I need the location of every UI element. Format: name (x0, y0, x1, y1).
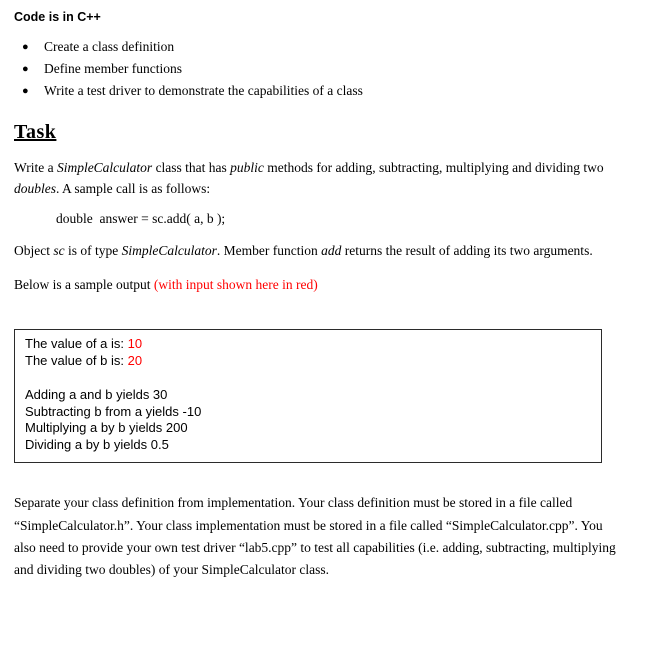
output-line: Multiplying a by b yields 200 (25, 420, 188, 436)
bullet-icon: ● (22, 85, 29, 98)
intro-paragraph: Write a SimpleCalculator class that has public methods for adding, subtracting, multiplying and dividing two doubles. A sample call is as follows: (14, 159, 604, 197)
object-description-paragraph: Object sc is of type SimpleCalculator. Member function add returns the result of adding its two arguments. (14, 242, 593, 258)
output-line: Adding a and b yields 30 (25, 386, 168, 402)
sample-output-intro-paragraph: Below is a sample output (with input shown here in red) (14, 277, 318, 293)
code-sample-line: double answer = sc.add( a, b ); (56, 210, 226, 226)
bullet-list (22, 38, 625, 101)
sample-output-box (14, 329, 602, 463)
output-line: Subtracting b from a yields -10 (25, 403, 202, 419)
list-item (22, 38, 625, 56)
output-line: The value of b is: 20 (25, 352, 143, 368)
list-item-text: Write a test driver to demonstrate the capabilities of a class (44, 83, 363, 99)
bullet-icon: ● (22, 41, 29, 53)
output-line (25, 370, 591, 387)
output-line: Dividing a by b yields 0.5 (25, 437, 169, 453)
closing-paragraph: Separate your class definition from implementation. Your class definition must be stored in a file called “SimpleCalculator.h”. Your class implementation must be stored in a file called “SimpleCalculator.cpp”. You also need to provide your own test driver “lab5.cpp” to test all capabilities (i.e. adding, subtracting, multiplying and dividing two doubles) of your SimpleCalculator class. (14, 495, 616, 578)
bullet-icon: ● (22, 63, 29, 76)
list-item-text: Define member functions (44, 61, 182, 77)
list-item (22, 82, 625, 100)
list-item-text: Create a class definition (44, 39, 175, 54)
task-heading: Task (14, 120, 57, 143)
output-line: The value of a is: 10 (25, 336, 143, 352)
list-item (22, 60, 625, 78)
page-title: Code is in C++ (14, 10, 101, 24)
